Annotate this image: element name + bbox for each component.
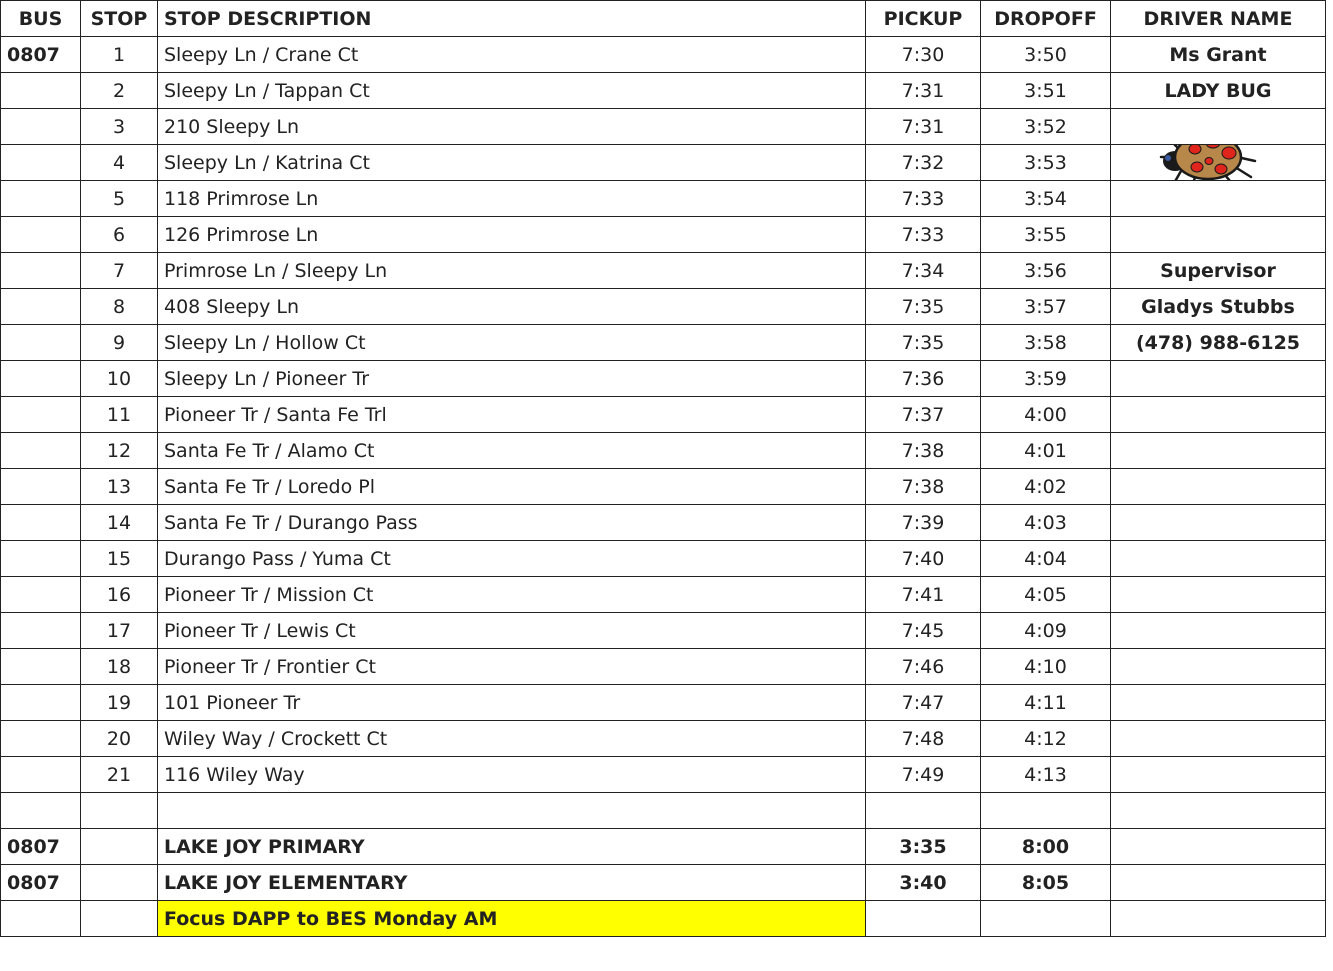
pickup-time-cell: 7:31	[866, 109, 981, 145]
bus-cell	[1, 145, 81, 181]
school-name-cell: LAKE JOY ELEMENTARY	[158, 865, 866, 901]
driver-cell: LADY BUG	[1111, 73, 1326, 109]
stop-number-cell: 10	[81, 361, 158, 397]
driver-cell: Supervisor	[1111, 253, 1326, 289]
table-row	[1, 721, 1326, 757]
header-row	[1, 1, 1326, 37]
pickup-time-cell: 7:33	[866, 181, 981, 217]
driver-cell	[1111, 505, 1326, 541]
stop-description-cell: Durango Pass / Yuma Ct	[158, 541, 866, 577]
empty-cell	[1111, 901, 1326, 937]
stop-description-cell: Sleepy Ln / Hollow Ct	[158, 325, 866, 361]
table-row	[1, 577, 1326, 613]
pickup-time-cell: 3:40	[866, 865, 981, 901]
pickup-time-cell: 7:47	[866, 685, 981, 721]
school-row	[1, 829, 1326, 865]
note-row	[1, 901, 1326, 937]
stop-number-cell	[81, 865, 158, 901]
school-name-cell: LAKE JOY PRIMARY	[158, 829, 866, 865]
pickup-time-cell: 7:49	[866, 757, 981, 793]
dropoff-time-cell: 4:13	[981, 757, 1111, 793]
stop-description-cell: Wiley Way / Crockett Ct	[158, 721, 866, 757]
bus-cell	[1, 721, 81, 757]
stop-description-cell: Pioneer Tr / Mission Ct	[158, 577, 866, 613]
bus-cell	[1, 361, 81, 397]
stop-number-cell: 21	[81, 757, 158, 793]
driver-cell	[1111, 685, 1326, 721]
note-cell: Focus DAPP to BES Monday AM	[158, 901, 866, 937]
table-row	[1, 757, 1326, 793]
pickup-time-cell: 7:35	[866, 289, 981, 325]
dropoff-time-cell: 3:58	[981, 325, 1111, 361]
stop-number-cell: 13	[81, 469, 158, 505]
bus-cell	[1, 757, 81, 793]
stop-number-cell: 14	[81, 505, 158, 541]
header-bus: BUS	[1, 1, 81, 37]
driver-cell	[1111, 721, 1326, 757]
table-row	[1, 361, 1326, 397]
header-stop: STOP	[81, 1, 158, 37]
ladybug-icon	[1151, 145, 1261, 181]
stop-description-cell: Pioneer Tr / Lewis Ct	[158, 613, 866, 649]
stop-description-cell: 210 Sleepy Ln	[158, 109, 866, 145]
table-row	[1, 613, 1326, 649]
stop-description-cell: Pioneer Tr / Frontier Ct	[158, 649, 866, 685]
empty-cell	[81, 901, 158, 937]
stop-description-cell: 126 Primrose Ln	[158, 217, 866, 253]
stop-description-cell: 408 Sleepy Ln	[158, 289, 866, 325]
driver-cell	[1111, 577, 1326, 613]
table-row	[1, 541, 1326, 577]
driver-cell	[1111, 613, 1326, 649]
dropoff-time-cell: 4:09	[981, 613, 1111, 649]
bus-cell: 0807	[1, 37, 81, 73]
stop-number-cell	[81, 829, 158, 865]
pickup-time-cell: 7:36	[866, 361, 981, 397]
stop-number-cell: 12	[81, 433, 158, 469]
stop-description-cell: 118 Primrose Ln	[158, 181, 866, 217]
dropoff-time-cell: 4:11	[981, 685, 1111, 721]
pickup-time-cell: 7:34	[866, 253, 981, 289]
pickup-time-cell: 7:37	[866, 397, 981, 433]
empty-cell	[1, 901, 81, 937]
bus-cell	[1, 613, 81, 649]
dropoff-time-cell: 3:54	[981, 181, 1111, 217]
stop-description-cell: Sleepy Ln / Tappan Ct	[158, 73, 866, 109]
bus-cell	[1, 325, 81, 361]
stop-number-cell: 8	[81, 289, 158, 325]
driver-cell	[1111, 865, 1326, 901]
table-row	[1, 505, 1326, 541]
stop-number-cell: 17	[81, 613, 158, 649]
bus-cell	[1, 289, 81, 325]
empty-cell	[866, 901, 981, 937]
stop-number-cell: 1	[81, 37, 158, 73]
table-row	[1, 685, 1326, 721]
bus-cell	[1, 73, 81, 109]
table-row	[1, 325, 1326, 361]
pickup-time-cell: 7:40	[866, 541, 981, 577]
stop-description-cell: Sleepy Ln / Katrina Ct	[158, 145, 866, 181]
dropoff-time-cell: 3:55	[981, 217, 1111, 253]
empty-cell	[981, 793, 1111, 829]
pickup-time-cell: 7:46	[866, 649, 981, 685]
dropoff-time-cell: 4:12	[981, 721, 1111, 757]
bus-cell	[1, 505, 81, 541]
stop-description-cell: Santa Fe Tr / Loredo Pl	[158, 469, 866, 505]
school-row	[1, 865, 1326, 901]
bus-cell	[1, 109, 81, 145]
empty-cell	[1, 793, 81, 829]
header-description: STOP DESCRIPTION	[158, 1, 866, 37]
stop-number-cell: 9	[81, 325, 158, 361]
header-pickup: PICKUP	[866, 1, 981, 37]
stop-number-cell: 19	[81, 685, 158, 721]
pickup-time-cell: 7:38	[866, 469, 981, 505]
pickup-time-cell: 7:31	[866, 73, 981, 109]
dropoff-time-cell: 3:50	[981, 37, 1111, 73]
pickup-time-cell: 7:30	[866, 37, 981, 73]
table-row	[1, 469, 1326, 505]
blank-row	[1, 793, 1326, 829]
bus-cell: 0807	[1, 829, 81, 865]
driver-cell	[1111, 181, 1326, 217]
driver-cell: Ms Grant	[1111, 37, 1326, 73]
dropoff-time-cell: 3:52	[981, 109, 1111, 145]
dropoff-time-cell: 3:56	[981, 253, 1111, 289]
stop-number-cell: 2	[81, 73, 158, 109]
pickup-time-cell: 7:38	[866, 433, 981, 469]
ladybug-cell	[1111, 145, 1326, 181]
stop-description-cell: 101 Pioneer Tr	[158, 685, 866, 721]
empty-cell	[158, 793, 866, 829]
dropoff-time-cell: 4:01	[981, 433, 1111, 469]
bus-cell	[1, 577, 81, 613]
dropoff-time-cell: 4:00	[981, 397, 1111, 433]
table-row	[1, 649, 1326, 685]
table-row	[1, 181, 1326, 217]
driver-cell	[1111, 433, 1326, 469]
pickup-time-cell: 7:41	[866, 577, 981, 613]
driver-cell	[1111, 829, 1326, 865]
stop-number-cell: 4	[81, 145, 158, 181]
stop-number-cell: 18	[81, 649, 158, 685]
dropoff-time-cell: 4:02	[981, 469, 1111, 505]
dropoff-time-cell: 3:51	[981, 73, 1111, 109]
dropoff-time-cell: 3:57	[981, 289, 1111, 325]
stop-number-cell: 15	[81, 541, 158, 577]
driver-cell	[1111, 649, 1326, 685]
stop-number-cell: 16	[81, 577, 158, 613]
pickup-time-cell: 7:39	[866, 505, 981, 541]
driver-cell	[1111, 361, 1326, 397]
bus-cell	[1, 181, 81, 217]
table-row	[1, 289, 1326, 325]
pickup-time-cell: 7:32	[866, 145, 981, 181]
bus-cell	[1, 433, 81, 469]
dropoff-time-cell: 3:53	[981, 145, 1111, 181]
table-row	[1, 73, 1326, 109]
bus-cell	[1, 469, 81, 505]
dropoff-time-cell: 3:59	[981, 361, 1111, 397]
table-row	[1, 253, 1326, 289]
stop-number-cell: 7	[81, 253, 158, 289]
pickup-time-cell: 7:48	[866, 721, 981, 757]
stop-description-cell: Sleepy Ln / Pioneer Tr	[158, 361, 866, 397]
table-row	[1, 397, 1326, 433]
driver-cell: (478) 988-6125	[1111, 325, 1326, 361]
stop-description-cell: Sleepy Ln / Crane Ct	[158, 37, 866, 73]
driver-cell	[1111, 469, 1326, 505]
pickup-time-cell: 7:35	[866, 325, 981, 361]
table-row	[1, 109, 1326, 145]
stop-description-cell: 116 Wiley Way	[158, 757, 866, 793]
dropoff-time-cell: 8:05	[981, 865, 1111, 901]
empty-cell	[866, 793, 981, 829]
dropoff-time-cell: 4:10	[981, 649, 1111, 685]
driver-cell	[1111, 541, 1326, 577]
stop-description-cell: Santa Fe Tr / Durango Pass	[158, 505, 866, 541]
bus-cell	[1, 217, 81, 253]
dropoff-time-cell: 4:05	[981, 577, 1111, 613]
empty-cell	[981, 901, 1111, 937]
driver-cell	[1111, 109, 1326, 145]
table-row	[1, 145, 1326, 181]
stop-description-cell: Primrose Ln / Sleepy Ln	[158, 253, 866, 289]
table-row	[1, 433, 1326, 469]
pickup-time-cell: 3:35	[866, 829, 981, 865]
empty-cell	[81, 793, 158, 829]
bus-cell: 0807	[1, 865, 81, 901]
empty-cell	[1111, 793, 1326, 829]
dropoff-time-cell: 4:04	[981, 541, 1111, 577]
driver-cell: Gladys Stubbs	[1111, 289, 1326, 325]
dropoff-time-cell: 4:03	[981, 505, 1111, 541]
header-dropoff: DROPOFF	[981, 1, 1111, 37]
driver-cell	[1111, 217, 1326, 253]
stop-number-cell: 6	[81, 217, 158, 253]
stop-description-cell: Pioneer Tr / Santa Fe Trl	[158, 397, 866, 433]
bus-cell	[1, 649, 81, 685]
bus-cell	[1, 253, 81, 289]
table-row	[1, 217, 1326, 253]
driver-cell	[1111, 757, 1326, 793]
header-driver: DRIVER NAME	[1111, 1, 1326, 37]
stop-number-cell: 20	[81, 721, 158, 757]
stop-description-cell: Santa Fe Tr / Alamo Ct	[158, 433, 866, 469]
dropoff-time-cell: 8:00	[981, 829, 1111, 865]
bus-cell	[1, 541, 81, 577]
pickup-time-cell: 7:33	[866, 217, 981, 253]
pickup-time-cell: 7:45	[866, 613, 981, 649]
driver-cell	[1111, 397, 1326, 433]
stop-number-cell: 3	[81, 109, 158, 145]
stop-number-cell: 5	[81, 181, 158, 217]
table-row	[1, 37, 1326, 73]
bus-cell	[1, 685, 81, 721]
stop-number-cell: 11	[81, 397, 158, 433]
bus-cell	[1, 397, 81, 433]
